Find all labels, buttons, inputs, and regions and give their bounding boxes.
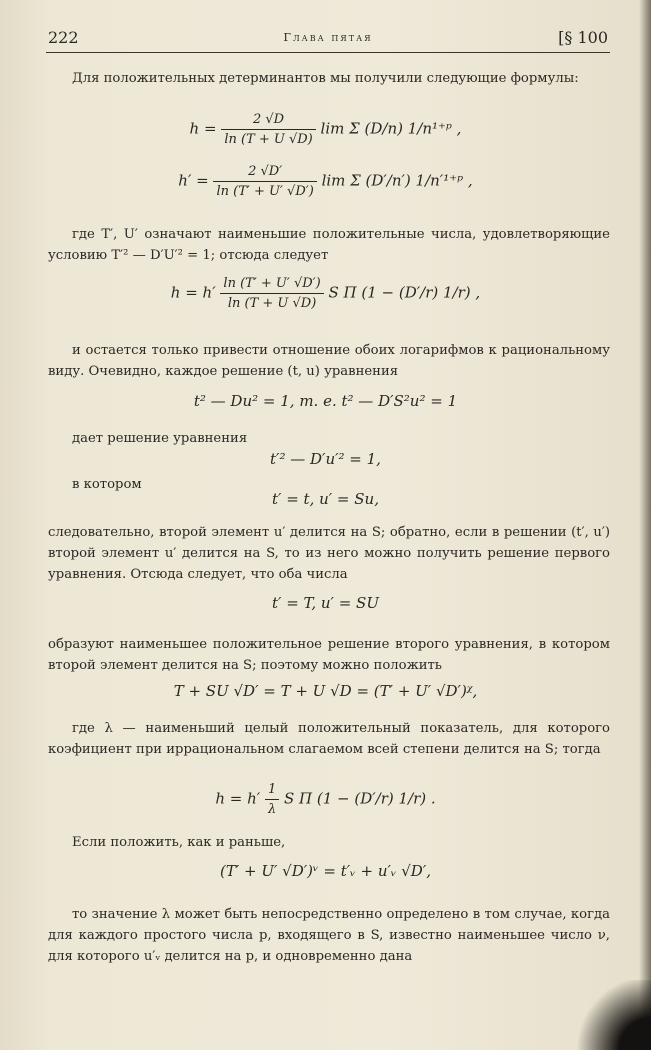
formula-1-numerator: 2 √D bbox=[221, 112, 315, 130]
formula-3-lhs: h = h′ bbox=[170, 283, 216, 302]
formula-9 bbox=[0, 782, 651, 817]
formula-8: T + SU √D′ = T + U √D = (T′ + U′ √D′)ᵡ, bbox=[173, 682, 478, 700]
paragraph-6: следовательно, второй элемент u′ делится на S; обратно, если в решении (t′, u′) второй элемент u′ делится на S, то из него можно получить решение первого уравнения. Отсюда следует, что оба числа bbox=[48, 525, 610, 582]
formula-9-rest: S Π (1 − (D′/r) 1/r) . bbox=[284, 789, 436, 808]
formula-2-rest: lim Σ (D′/n′) 1/n′¹⁺ᵖ , bbox=[321, 171, 473, 190]
paragraph-1: Для положительных детерминантов мы получили следующие формулы: bbox=[72, 71, 579, 86]
paragraph-3: и остается только привести отношение обоих логарифмов к рациональному виду. Очевидно, каждое решение (t, u) уравнения bbox=[48, 343, 610, 379]
formula-6: t′ = t, u′ = Su, bbox=[272, 490, 379, 508]
page-edge-shadow bbox=[639, 0, 651, 1050]
formula-2-denominator: ln (T′ + U′ √D′) bbox=[216, 184, 314, 199]
formula-2-fraction bbox=[213, 164, 316, 199]
formula-9-numerator: 1 bbox=[265, 782, 279, 800]
formula-3-rest: S Π (1 − (D′/r) 1/r) , bbox=[328, 283, 481, 302]
paragraph-10: то значение λ может быть непосредственно определено в том случае, когда для каждого простого числа p, входящего в S, известно наименьшее число ν, для которого u′ᵥ делится на p, и одновременно дана bbox=[48, 907, 610, 964]
formula-5: t′² — D′u′² = 1, bbox=[270, 450, 381, 468]
paragraph-9: Если положить, как и раньше, bbox=[72, 835, 286, 850]
formula-9-denominator: λ bbox=[267, 802, 277, 817]
paragraph-8: где λ — наименьший целый положительный показатель, для которого коэфициент при иррациональном слагаемом всей степени делится на S; тогда bbox=[48, 721, 610, 757]
formula-3 bbox=[0, 276, 651, 311]
section-number: [§ 100 bbox=[558, 28, 608, 47]
formula-2-numerator: 2 √D′ bbox=[213, 164, 316, 182]
formula-9-fraction bbox=[265, 782, 279, 817]
formula-10: (T′ + U′ √D′)ᵛ = t′ᵥ + u′ᵥ √D′, bbox=[219, 862, 432, 880]
formula-1-rest: lim Σ (D/n) 1/n¹⁺ᵖ , bbox=[320, 119, 462, 138]
formula-1 bbox=[0, 112, 651, 147]
paragraph-7: образуют наименьшее положительное решение второго уравнения, в котором второй элемент делится на S; поэтому можно положить bbox=[48, 637, 610, 673]
formula-2-lhs: h′ = bbox=[178, 171, 209, 190]
formula-9-lhs: h = h′ bbox=[215, 789, 261, 808]
formula-1-denominator: ln (T + U √D) bbox=[224, 132, 313, 147]
formula-3-numerator: ln (T′ + U′ √D′) bbox=[220, 276, 323, 294]
formula-7: t′ = T, u′ = SU bbox=[272, 594, 379, 612]
page-number: 222 bbox=[48, 28, 79, 47]
formula-3-fraction bbox=[220, 276, 323, 311]
formula-4: t² — Du² = 1, т. е. t² — D′S²u² = 1 bbox=[193, 392, 458, 410]
header-rule bbox=[46, 52, 610, 53]
formula-1-lhs: h = bbox=[189, 119, 217, 138]
formula-3-denominator: ln (T + U √D) bbox=[227, 296, 317, 311]
paragraph-2: где T′, U′ означают наименьшие положительные числа, удовлетворяющие условию T′² — D′U′² = 1; отсюда следует bbox=[48, 227, 610, 263]
paragraph-4: дает решение уравнения bbox=[72, 431, 248, 446]
running-header bbox=[48, 28, 608, 52]
formula-2 bbox=[0, 164, 651, 199]
formula-1-fraction bbox=[221, 112, 315, 147]
paragraph-5: в котором bbox=[72, 477, 142, 492]
chapter-title: Глава пятая bbox=[283, 30, 373, 44]
corner-shadow bbox=[571, 980, 651, 1050]
